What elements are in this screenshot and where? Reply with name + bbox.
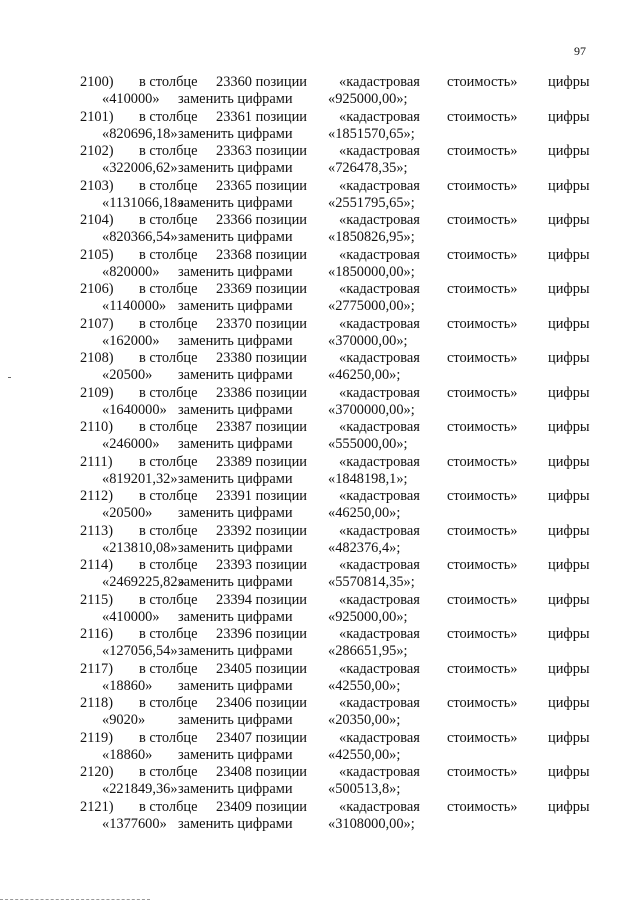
position-suffix: позиции [255, 246, 307, 263]
position-value: 23387 [216, 419, 252, 435]
position-number [216, 454, 307, 471]
amendment-entry [0, 661, 640, 696]
cost-label: стоимость» [447, 212, 518, 228]
new-value: «1848198,1»; [328, 470, 408, 487]
replace-label: заменить цифрами [178, 194, 293, 211]
digits-label: цифры [548, 660, 590, 677]
new-value: «5570814,35»; [328, 574, 415, 590]
digits-label: цифры [548, 281, 590, 297]
cost-label: стоимость» [447, 626, 518, 642]
position-number [216, 695, 307, 712]
position-value: 23409 [216, 798, 252, 815]
replace-label: заменить цифрами [178, 263, 293, 280]
amendment-entry [0, 557, 640, 592]
position-suffix: позиции [255, 143, 307, 159]
entry-number: 2109) [80, 384, 114, 401]
old-value: «2469225,82» [102, 574, 185, 590]
old-value: «820696,18» [102, 125, 178, 142]
in-column-label: в столбце [139, 695, 198, 711]
digits-label: цифры [548, 315, 590, 332]
replace-label: заменить цифрами [178, 815, 293, 832]
cost-label: стоимость» [447, 281, 518, 297]
position-suffix: позиции [255, 764, 307, 780]
entry-number: 2116) [80, 626, 114, 642]
old-value: «221849,36» [102, 781, 178, 797]
digits-label: цифры [548, 108, 590, 125]
position-number [216, 143, 307, 160]
position-number [216, 661, 307, 678]
new-value: «500513,8»; [328, 781, 401, 797]
digits-label: цифры [548, 212, 590, 228]
position-value: 23391 [216, 488, 252, 504]
entry-number: 2104) [80, 212, 114, 228]
replace-label: заменить цифрами [178, 712, 293, 728]
amendment-entry [0, 247, 640, 282]
position-value: 23365 [216, 177, 252, 194]
old-value: «1640000» [102, 401, 167, 418]
cost-label: стоимость» [447, 798, 518, 815]
position-value: 23408 [216, 764, 252, 780]
cost-label: стоимость» [447, 177, 518, 194]
entry-number: 2110) [80, 419, 114, 435]
replace-label: заменить цифрами [178, 229, 293, 245]
cost-label: стоимость» [447, 764, 518, 780]
replace-label: заменить цифрами [178, 677, 293, 694]
position-number [216, 281, 307, 298]
new-value: «286651,95»; [328, 643, 408, 659]
position-suffix: позиции [255, 591, 307, 608]
cost-label: стоимость» [447, 488, 518, 504]
entry-number: 2107) [80, 315, 114, 332]
amendment-entry [0, 109, 640, 144]
cadastral-label: «кадастровая [339, 108, 420, 125]
position-value: 23389 [216, 453, 252, 470]
position-suffix: позиции [255, 212, 307, 228]
cost-label: стоимость» [447, 591, 518, 608]
cadastral-label: «кадастровая [339, 419, 420, 435]
replace-label: заменить цифрами [178, 160, 293, 176]
digits-label: цифры [548, 557, 590, 573]
new-value: «482376,4»; [328, 539, 401, 556]
position-value: 23392 [216, 522, 252, 539]
position-value: 23405 [216, 660, 252, 677]
entry-number: 2112) [80, 488, 114, 504]
old-value: «410000» [102, 608, 160, 625]
replace-label: заменить цифрами [178, 781, 293, 797]
amendment-entry [0, 419, 640, 454]
cost-label: стоимость» [447, 695, 518, 711]
new-value: «370000,00»; [328, 332, 408, 349]
replace-label: заменить цифрами [178, 608, 293, 625]
cost-label: стоимость» [447, 419, 518, 435]
entry-number: 2100) [80, 74, 114, 90]
old-value: «9020» [102, 712, 146, 728]
position-number [216, 626, 307, 643]
entry-number: 2111) [80, 453, 113, 470]
position-number [216, 592, 307, 609]
position-value: 23369 [216, 281, 252, 297]
amendment-entry [0, 143, 640, 178]
new-value: «1850826,95»; [328, 229, 415, 245]
new-value: «46250,00»; [328, 367, 401, 383]
in-column-label: в столбце [139, 419, 198, 435]
position-suffix: позиции [255, 350, 307, 366]
in-column-label: в столбце [139, 315, 198, 332]
position-suffix: позиции [255, 557, 307, 573]
cadastral-label: «кадастровая [339, 177, 420, 194]
replace-label: заменить цифрами [178, 436, 293, 452]
digits-label: цифры [548, 729, 590, 746]
replace-label: заменить цифрами [178, 746, 293, 763]
old-value: «162000» [102, 332, 160, 349]
cadastral-label: «кадастровая [339, 74, 420, 90]
new-value: «3700000,00»; [328, 401, 415, 418]
replace-label: заменить цифрами [178, 539, 293, 556]
cost-label: стоимость» [447, 522, 518, 539]
position-suffix: позиции [255, 281, 307, 297]
in-column-label: в столбце [139, 281, 198, 297]
cost-label: стоимость» [447, 350, 518, 366]
cadastral-label: «кадастровая [339, 212, 420, 228]
amendment-entry [0, 799, 640, 834]
cadastral-label: «кадастровая [339, 764, 420, 780]
entry-number: 2121) [80, 798, 114, 815]
old-value: «820366,54» [102, 229, 178, 245]
position-value: 23407 [216, 729, 252, 746]
replace-label: заменить цифрами [178, 367, 293, 383]
digits-label: цифры [548, 419, 590, 435]
position-suffix: позиции [255, 453, 307, 470]
digits-label: цифры [548, 143, 590, 159]
amendment-entry [0, 178, 640, 213]
digits-label: цифры [548, 177, 590, 194]
position-value: 23361 [216, 108, 252, 125]
position-number [216, 212, 307, 229]
entry-number: 2102) [80, 143, 114, 159]
replace-label: заменить цифрами [178, 574, 293, 590]
new-value: «42550,00»; [328, 746, 401, 763]
entry-number: 2101) [80, 108, 114, 125]
cadastral-label: «кадастровая [339, 557, 420, 573]
entry-number: 2114) [80, 557, 114, 573]
position-value: 23366 [216, 212, 252, 228]
replace-label: заменить цифрами [178, 91, 293, 107]
new-value: «925000,00»; [328, 91, 408, 107]
old-value: «18860» [102, 677, 153, 694]
in-column-label: в столбце [139, 74, 198, 90]
amendment-entry [0, 281, 640, 316]
position-value: 23394 [216, 591, 252, 608]
digits-label: цифры [548, 74, 590, 90]
replace-label: заменить цифрами [178, 401, 293, 418]
in-column-label: в столбце [139, 660, 198, 677]
in-column-label: в столбце [139, 143, 198, 159]
position-suffix: позиции [255, 729, 307, 746]
position-suffix: позиции [255, 488, 307, 504]
position-number [216, 385, 307, 402]
old-value: «410000» [102, 91, 160, 107]
cost-label: стоимость» [447, 108, 518, 125]
new-value: «2551795,65»; [328, 194, 415, 211]
entry-number: 2115) [80, 591, 114, 608]
position-value: 23360 [216, 74, 252, 90]
digits-label: цифры [548, 591, 590, 608]
digits-label: цифры [548, 246, 590, 263]
cadastral-label: «кадастровая [339, 660, 420, 677]
new-value: «1851570,65»; [328, 125, 415, 142]
cadastral-label: «кадастровая [339, 626, 420, 642]
replace-label: заменить цифрами [178, 125, 293, 142]
old-value: «246000» [102, 436, 160, 452]
entry-number: 2105) [80, 246, 114, 263]
replace-label: заменить цифрами [178, 643, 293, 659]
entry-number: 2119) [80, 729, 114, 746]
position-value: 23396 [216, 626, 252, 642]
digits-label: цифры [548, 384, 590, 401]
position-number [216, 178, 307, 195]
replace-label: заменить цифрами [178, 470, 293, 487]
cost-label: стоимость» [447, 660, 518, 677]
old-value: «1377600» [102, 815, 167, 832]
position-suffix: позиции [255, 384, 307, 401]
new-value: «925000,00»; [328, 608, 408, 625]
in-column-label: в столбце [139, 591, 198, 608]
old-value: «20500» [102, 367, 153, 383]
amendment-entry [0, 626, 640, 661]
cadastral-label: «кадастровая [339, 522, 420, 539]
amendment-entry [0, 74, 640, 109]
entry-number: 2118) [80, 695, 114, 711]
replace-label: заменить цифрами [178, 298, 293, 314]
position-number [216, 316, 307, 333]
new-value: «1850000,00»; [328, 263, 415, 280]
cadastral-label: «кадастровая [339, 591, 420, 608]
cost-label: стоимость» [447, 315, 518, 332]
cadastral-label: «кадастровая [339, 350, 420, 366]
amendment-entry [0, 695, 640, 730]
cost-label: стоимость» [447, 729, 518, 746]
position-value: 23363 [216, 143, 252, 159]
digits-label: цифры [548, 764, 590, 780]
in-column-label: в столбце [139, 522, 198, 539]
entry-number: 2108) [80, 350, 114, 366]
entry-number: 2106) [80, 281, 114, 297]
new-value: «42550,00»; [328, 677, 401, 694]
amendment-entry [0, 488, 640, 523]
position-value: 23393 [216, 557, 252, 573]
old-value: «20500» [102, 505, 153, 521]
position-value: 23370 [216, 315, 252, 332]
in-column-label: в столбце [139, 212, 198, 228]
position-number [216, 74, 307, 91]
entry-number: 2117) [80, 660, 114, 677]
position-value: 23406 [216, 695, 252, 711]
digits-label: цифры [548, 453, 590, 470]
position-number [216, 350, 307, 367]
in-column-label: в столбце [139, 764, 198, 780]
digits-label: цифры [548, 798, 590, 815]
new-value: «3108000,00»; [328, 815, 415, 832]
amendment-entry [0, 523, 640, 558]
digits-label: цифры [548, 695, 590, 711]
position-suffix: позиции [255, 315, 307, 332]
position-suffix: позиции [255, 798, 307, 815]
cadastral-label: «кадастровая [339, 488, 420, 504]
position-number [216, 109, 307, 126]
position-suffix: позиции [255, 419, 307, 435]
cadastral-label: «кадастровая [339, 246, 420, 263]
amendment-entry [0, 592, 640, 627]
in-column-label: в столбце [139, 384, 198, 401]
old-value: «1140000» [102, 298, 167, 314]
cadastral-label: «кадастровая [339, 315, 420, 332]
in-column-label: в столбце [139, 108, 198, 125]
position-number [216, 557, 307, 574]
position-suffix: позиции [255, 695, 307, 711]
amendment-entry [0, 764, 640, 799]
position-number [216, 523, 307, 540]
position-suffix: позиции [255, 626, 307, 642]
position-suffix: позиции [255, 522, 307, 539]
position-value: 23380 [216, 350, 252, 366]
amendment-entry [0, 454, 640, 489]
new-value: «46250,00»; [328, 505, 401, 521]
cadastral-label: «кадастровая [339, 281, 420, 297]
digits-label: цифры [548, 350, 590, 366]
entry-number: 2120) [80, 764, 114, 780]
amendment-list [0, 74, 640, 833]
amendment-entry [0, 316, 640, 351]
new-value: «726478,35»; [328, 160, 408, 176]
amendment-entry [0, 350, 640, 385]
in-column-label: в столбце [139, 246, 198, 263]
position-number [216, 730, 307, 747]
cadastral-label: «кадастровая [339, 798, 420, 815]
position-number [216, 247, 307, 264]
old-value: «18860» [102, 746, 153, 763]
in-column-label: в столбце [139, 453, 198, 470]
cost-label: стоимость» [447, 384, 518, 401]
cost-label: стоимость» [447, 143, 518, 159]
old-value: «1131066,18» [102, 194, 185, 211]
replace-label: заменить цифрами [178, 505, 293, 521]
in-column-label: в столбце [139, 557, 198, 573]
new-value: «2775000,00»; [328, 298, 415, 314]
new-value: «555000,00»; [328, 436, 408, 452]
amendment-entry [0, 385, 640, 420]
position-number [216, 764, 307, 781]
position-number [216, 799, 307, 816]
in-column-label: в столбце [139, 626, 198, 642]
amendment-entry [0, 730, 640, 765]
replace-label: заменить цифрами [178, 332, 293, 349]
cadastral-label: «кадастровая [339, 453, 420, 470]
position-value: 23386 [216, 384, 252, 401]
old-value: «213810,08» [102, 539, 178, 556]
amendment-entry [0, 212, 640, 247]
cadastral-label: «кадастровая [339, 729, 420, 746]
in-column-label: в столбце [139, 798, 198, 815]
in-column-label: в столбце [139, 729, 198, 746]
old-value: «819201,32» [102, 470, 178, 487]
digits-label: цифры [548, 522, 590, 539]
new-value: «20350,00»; [328, 712, 401, 728]
entry-number: 2113) [80, 522, 114, 539]
digits-label: цифры [548, 488, 590, 504]
old-value: «820000» [102, 263, 160, 280]
entry-number: 2103) [80, 177, 114, 194]
digits-label: цифры [548, 626, 590, 642]
cadastral-label: «кадастровая [339, 143, 420, 159]
cost-label: стоимость» [447, 74, 518, 90]
position-suffix: позиции [255, 660, 307, 677]
in-column-label: в столбце [139, 177, 198, 194]
in-column-label: в столбце [139, 350, 198, 366]
cost-label: стоимость» [447, 557, 518, 573]
position-suffix: позиции [255, 74, 307, 90]
position-value: 23368 [216, 246, 252, 263]
old-value: «127056,54» [102, 643, 178, 659]
cost-label: стоимость» [447, 246, 518, 263]
old-value: «322006,62» [102, 160, 178, 176]
position-number [216, 419, 307, 436]
position-suffix: позиции [255, 108, 307, 125]
cost-label: стоимость» [447, 453, 518, 470]
position-suffix: позиции [255, 177, 307, 194]
cadastral-label: «кадастровая [339, 695, 420, 711]
in-column-label: в столбце [139, 488, 198, 504]
page-number: 97 [574, 44, 586, 58]
position-number [216, 488, 307, 505]
cadastral-label: «кадастровая [339, 384, 420, 401]
